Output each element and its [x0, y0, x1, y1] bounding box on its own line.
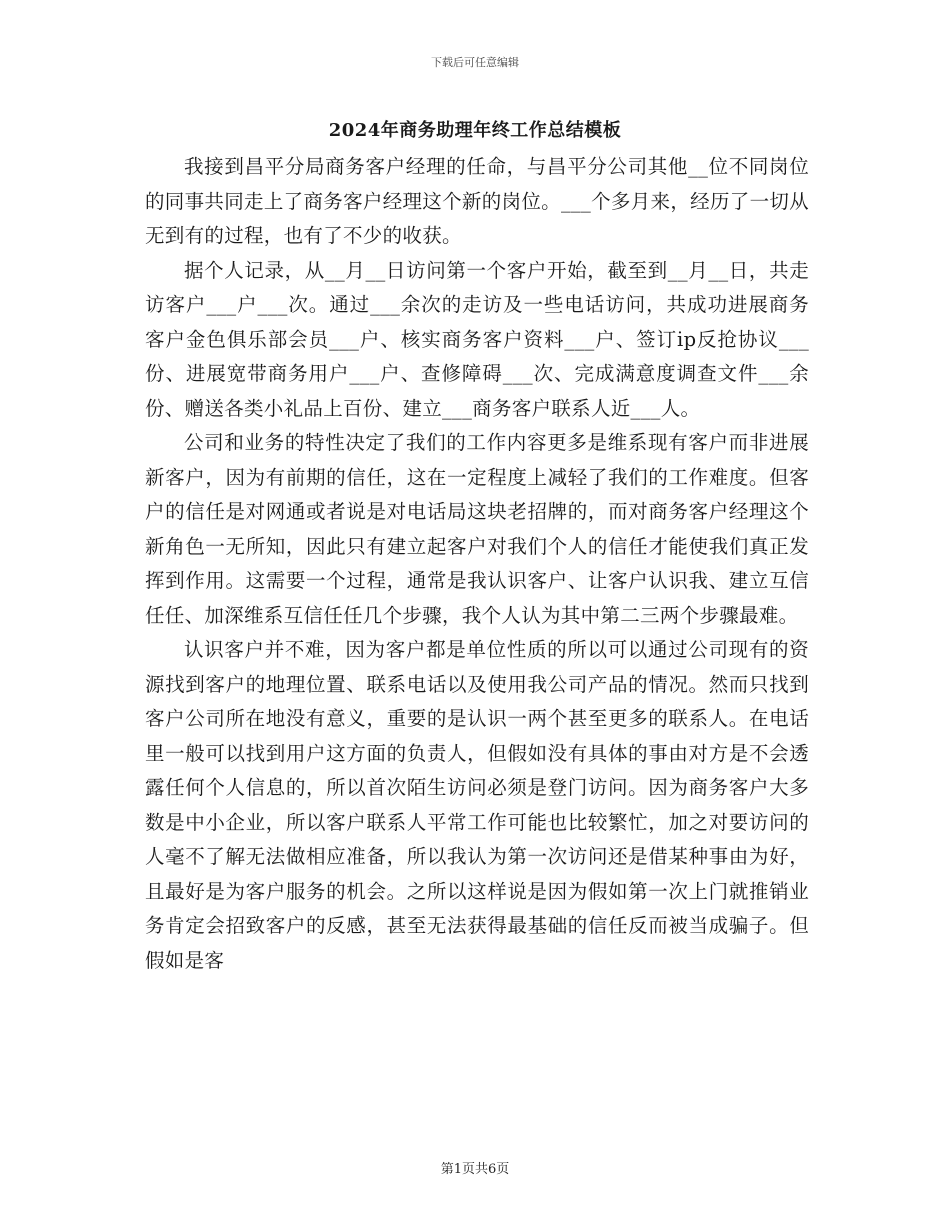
paragraph: 我接到昌平分局商务客户经理的任命，与昌平分公司其他__位不同岗位的同事共同走上了商务客户经理这个新的岗位。___个多月来，经历了一切从无到有的过程，也有了不少的收获。: [145, 155, 809, 247]
document-body: [145, 150, 809, 978]
paragraph: 据个人记录，从__月__日访问第一个客户开始，截至到__月__日，共走访客户___户___次。通过___余次的走访及一些电话访问，共成功进展商务客户金色俱乐部会员___户、核实商务客户资料___户、签订ip反抢协议___份、进展宽带商务用户___户、查修障碍___次、完成满意度调查文件___余份、赠送各类小礼品上百份、建立___商务客户联系人近___人。: [145, 258, 809, 420]
document-title: 2024年商务助理年终工作总结模板: [328, 120, 622, 141]
page-number-footer: 第1页共6页: [440, 1162, 510, 1177]
page-header-note: 下载后可任意编辑: [431, 56, 519, 69]
paragraph: 认识客户并不难，因为客户都是单位性质的所以可以通过公司现有的资源找到客户的地理位置、联系电话以及使用我公司产品的情况。然而只找到客户公司所在地没有意义，重要的是认识一两个甚至更多的联系人。在电话里一般可以找到用户这方面的负责人，但假如没有具体的事由对方是不会透露任何个人信息的，所以首次陌生访问必须是登门访问。因为商务客户大多数是中小企业，所以客户联系人平常工作可能也比较繁忙，加之对要访问的人毫不了解无法做相应准备，所以我认为第一次访问还是借某种事由为好，且最好是为客户服务的机会。之所以这样说是因为假如第一次上门就推销业务肯定会招致客户的反感，甚至无法获得最基础的信任反而被当成骗子。但假如是客: [145, 638, 809, 972]
paragraph: 公司和业务的特性决定了我们的工作内容更多是维系现有客户而非进展新客户，因为有前期的信任，这在一定程度上减轻了我们的工作难度。但客户的信任是对网通或者说是对电话局这块老招牌的，而对商务客户经理这个新角色一无所知，因此只有建立起客户对我们个人的信任才能使我们真正发挥到作用。这需要一个过程，通常是我认识客户、让客户认识我、建立互信任任、加深维系互信任任几个步骤，我个人认为其中第二三两个步骤最难。: [145, 431, 809, 627]
